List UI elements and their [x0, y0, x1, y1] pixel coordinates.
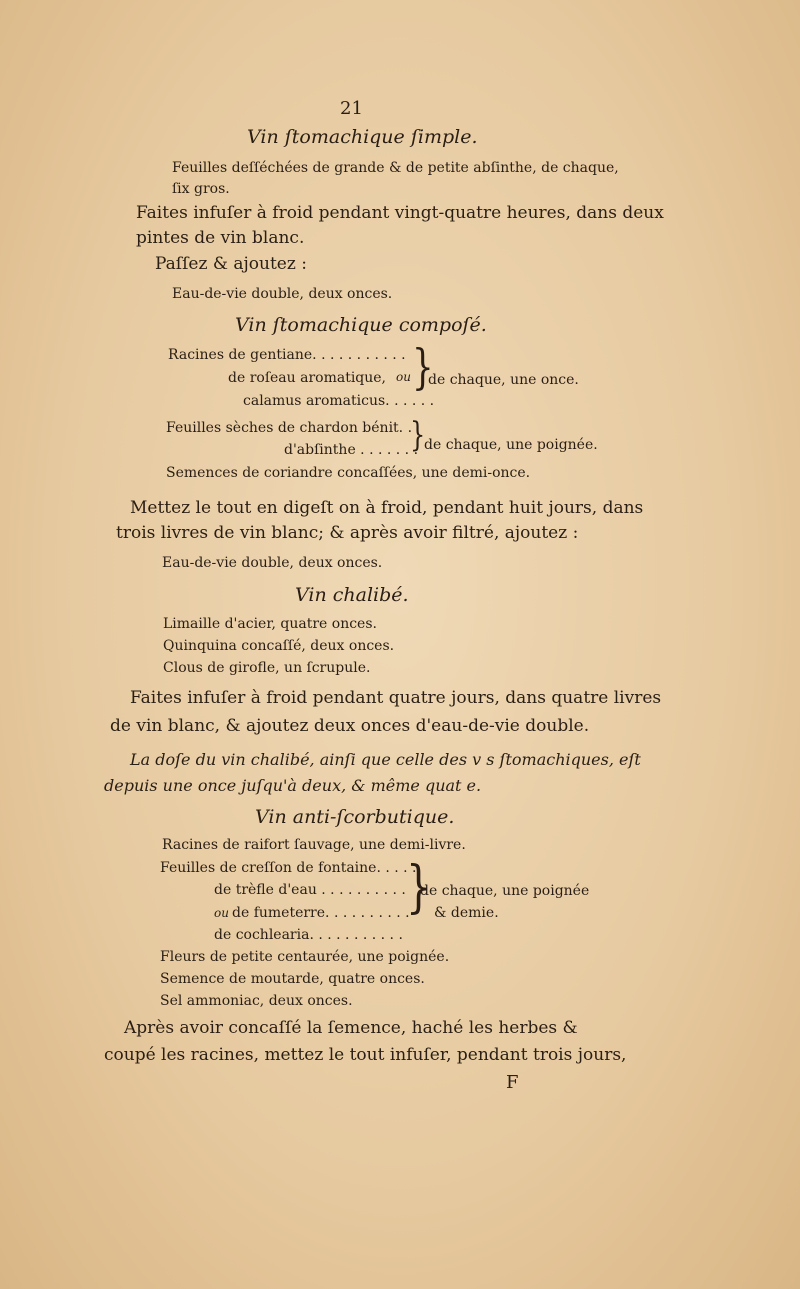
ingredient-line: Racines de gentiane. . . . . . . . . . .	[168, 347, 406, 363]
ingredient-line: Sel ammoniac, deux onces.	[160, 993, 353, 1009]
paragraph-line: Après avoir concaſſé la ſemence, haché les herbes &	[124, 1018, 578, 1038]
ingredient-line: d'abſinthe . . . . . . .	[284, 442, 419, 458]
ingredient-line: Clous de girofle, un ſcrupule.	[163, 660, 371, 676]
ingredient-ou: ou	[214, 906, 229, 920]
paragraph-line: La doſe du vin chalibé, ainſi que celle des v s ſtomachiques, eſt	[130, 750, 641, 769]
paragraph-line: trois livres de vin blanc; & après avoir filtré, ajoutez :	[116, 523, 579, 543]
ingredient-quantity: de chaque, une poignée.	[424, 437, 598, 453]
ingredient-line: ſix gros.	[172, 181, 230, 197]
paragraph-line: pintes de vin blanc.	[136, 228, 305, 248]
ingredient-quantity: & demie.	[434, 905, 499, 921]
signature-mark: F	[506, 1072, 519, 1093]
paragraph-line: depuis une once juſqu'à deux, & même quat e.	[104, 776, 482, 795]
section-title-vin-anti-scorbutique: Vin anti-ſcorbutique.	[255, 806, 455, 828]
ingredient-line: de roſeau aromatique,	[228, 370, 387, 386]
section-title-vin-chalibe: Vin chalibé.	[295, 584, 409, 606]
ingredient-quantity: de chaque, une once.	[428, 372, 579, 388]
ingredient-line: calamus aromaticus. . . . . .	[243, 393, 435, 409]
ingredient-line: Semences de coriandre concaſſées, une demi-once.	[166, 465, 531, 481]
ingredient-ou: ou	[396, 370, 411, 384]
ingredient-line: Semence de moutarde, quatre onces.	[160, 971, 425, 987]
ingredient-quantity: de chaque, une poignée	[420, 883, 590, 899]
brace: }	[412, 339, 434, 396]
ingredient-line: de cochlearia. . . . . . . . . . .	[214, 927, 403, 943]
paragraph-line: Faites infuſer à froid pendant vingt-quatre heures, dans deux	[136, 203, 664, 223]
ingredient-line: de trèfle d'eau . . . . . . . . . .	[214, 882, 406, 898]
brace: }	[406, 855, 432, 921]
ingredient-line: Eau-de-vie double, deux onces.	[172, 286, 393, 302]
ingredient-line: de fumeterre. . . . . . . . . .	[232, 905, 410, 921]
page-number: 21	[340, 98, 363, 119]
paragraph-line: Faites infuſer à froid pendant quatre jours, dans quatre livres	[130, 688, 662, 708]
ingredient-line: Racines de raifort ſauvage, une demi-livre.	[162, 837, 466, 853]
ingredient-line: Feuilles sèches de chardon bénit. .	[166, 420, 413, 436]
ingredient-line: Feuilles de creſſon de fontaine. . . . .	[160, 860, 417, 876]
ingredient-line: Fleurs de petite centaurée, une poignée.	[160, 949, 450, 965]
section-title-vin-stomachique-simple: Vin ſtomachique ſimple.	[247, 126, 478, 148]
paragraph-line: Paſſez & ajoutez :	[155, 254, 307, 274]
paragraph-line: Mettez le tout en digeſt on à froid, pendant huit jours, dans	[130, 498, 644, 518]
ingredient-line: Quinquina concaſſé, deux onces.	[163, 638, 395, 654]
ingredient-line: Limaille d'acier, quatre onces.	[163, 616, 377, 632]
brace: }	[410, 415, 426, 455]
paragraph-line: coupé les racines, mettez le tout infuſer, pendant trois jours,	[104, 1045, 627, 1065]
ingredient-line: Feuilles deſſéchées de grande & de petite abſinthe, de chaque,	[172, 160, 619, 176]
section-title-vin-stomachique-compose: Vin ſtomachique compoſé.	[235, 314, 487, 336]
paragraph-line: de vin blanc, & ajoutez deux onces d'eau-de-vie double.	[110, 716, 590, 736]
ingredient-line: Eau-de-vie double, deux onces.	[162, 555, 383, 571]
